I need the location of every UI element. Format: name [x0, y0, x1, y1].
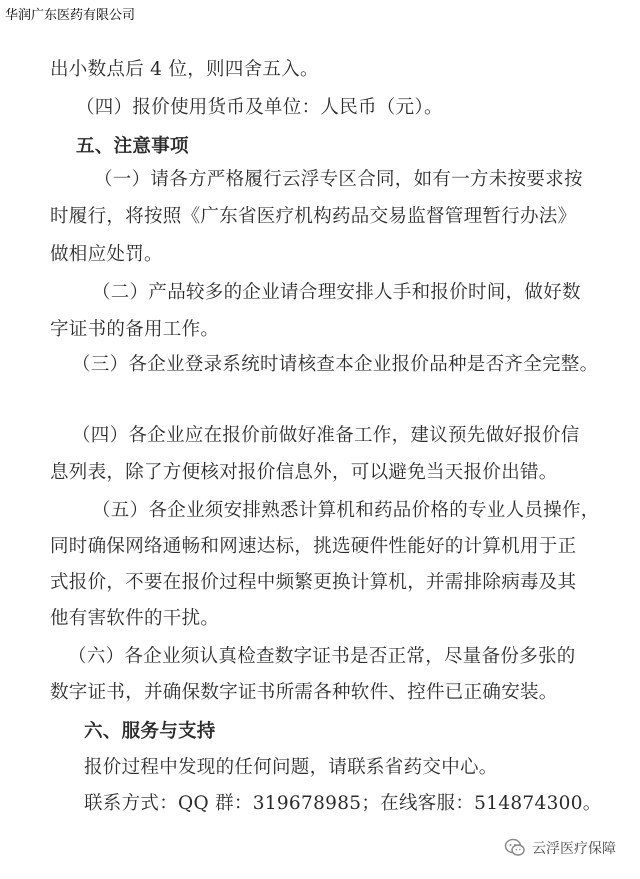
text-line-8: 字证书的备用工作。 — [50, 319, 220, 340]
contact-line: 联系方式：QQ 群：319678985；在线客服：514874300。 — [84, 793, 602, 814]
text-line-13: 同时确保网络通畅和网速达标，挑选硬件性能好的计算机用于正 — [50, 536, 577, 557]
text-line-5: 时履行，将按照《广东省医疗机构药品交易监督管理暂行办法》 — [50, 206, 577, 227]
text-line-9: （三）各企业登录系统时请核查本企业报价品种是否齐全完整。 — [72, 354, 599, 375]
company-name: 华润广东医药有限公司 — [5, 8, 136, 23]
text-line-1: 出小数点后 4 位，则四舍五入。 — [50, 59, 319, 80]
text-line-10: （四）各企业应在报价前做好准备工作，建议预先做好报价信 — [72, 425, 580, 446]
text-line-17: 数字证书，并确保数字证书所需各种软件、控件已正确安装。 — [50, 682, 558, 703]
text-line-16: （六）各企业须认真检查数字证书是否正常，尽量备份多张的 — [68, 646, 576, 667]
section-heading-5: 五、注意事项 — [76, 136, 189, 157]
watermark — [504, 837, 616, 859]
text-line-15: 他有害软件的干扰。 — [50, 608, 220, 629]
page-header — [0, 0, 640, 26]
text-line-11: 息列表，除了方便核对报价信息外，可以避免当天报价出错。 — [50, 462, 558, 483]
text-line-4: （一）请各方严格履行云浮专区合同，如有一方未按要求按 — [94, 169, 583, 190]
text-line-7: （二）产品较多的企业请合理安排人手和报价时间，做好数 — [92, 282, 581, 303]
watermark-text: 云浮医疗保障 — [532, 841, 616, 857]
text-line-14: 式报价，不要在报价过程中频繁更换计算机，并需排除病毒及其 — [50, 572, 577, 593]
text-line-12: （五）各企业须安排熟悉计算机和药品价格的专业人员操作， — [92, 500, 600, 521]
text-line-6: 做相应处罚。 — [50, 244, 163, 265]
text-line-2: （四）报价使用货币及单位：人民币（元）。 — [76, 97, 443, 118]
wechat-icon — [504, 837, 526, 859]
section-heading-6: 六、服务与支持 — [84, 721, 216, 742]
text-line-19: 报价过程中发现的任何问题，请联系省药交中心。 — [84, 757, 498, 778]
